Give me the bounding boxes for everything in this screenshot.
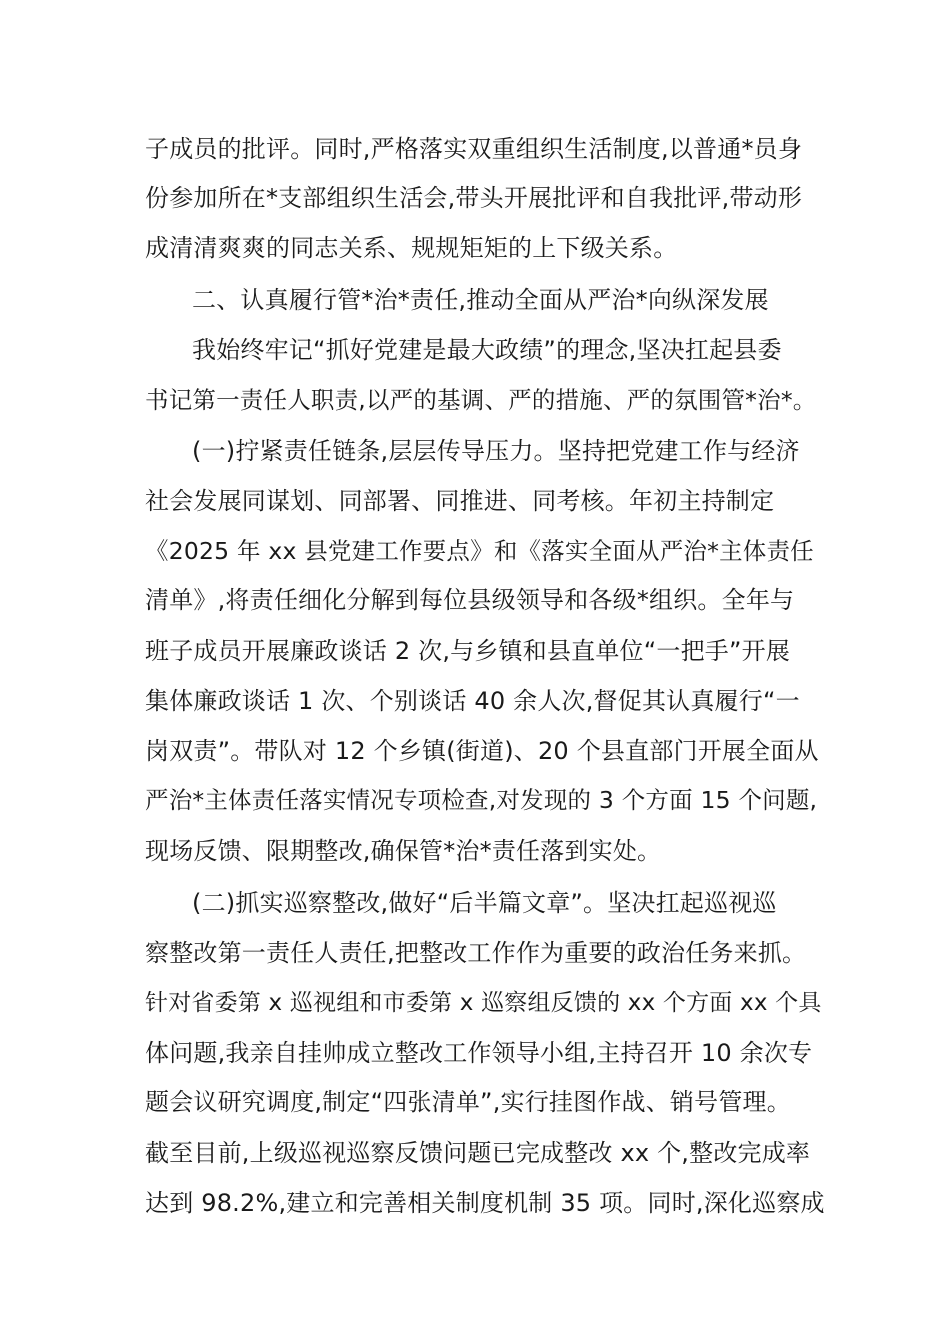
text-line: 社会发展同谋划、同部署、同推进、同考核。年初主持制定 [145,487,775,515]
text-line: 题会议研究调度,制定“四张清单”,实行挂图作战、销号管理。 [145,1088,791,1116]
text-line: 察整改第一责任人责任,把整改工作作为重要的政治任务来抓。 [145,939,807,967]
text-line: 严治*主体责任落实情况专项检查,对发现的 3 个方面 15 个问题, [145,786,818,814]
text-line: 班子成员开展廉政谈话 2 次,与乡镇和县直单位“一把手”开展 [145,637,791,665]
text-line: 清单》,将责任细化分解到每位县级领导和各级*组织。全年与 [145,586,795,614]
text-line: 子成员的批评。同时,严格落实双重组织生活制度,以普通*员身 [145,135,803,163]
text-line: 我始终牢记“抓好党建是最大政绩”的理念,坚决扛起县委 [192,336,782,364]
text-line: 截至目前,上级巡视巡察反馈问题已完成整改 xx 个,整改完成率 [145,1139,811,1167]
text-line: 针对省委第 x 巡视组和市委第 x 巡察组反馈的 xx 个方面 xx 个具 [145,990,822,1016]
text-line: (二)抓实巡察整改,做好“后半篇文章”。坚决扛起巡视巡 [192,889,777,917]
text-line: 达到 98.2%,建立和完善相关制度机制 35 项。同时,深化巡察成 [145,1189,825,1217]
text-line: 书记第一责任人职责,以严的基调、严的措施、严的氛围管*治*。 [145,386,817,414]
text-line: 《2025 年 xx 县党建工作要点》和《落实全面从严治*主体责任 [145,537,814,565]
text-line: (一)拧紧责任链条,层层传导压力。坚持把党建工作与经济 [192,437,800,465]
text-line: 集体廉政谈话 1 次、个别谈话 40 余人次,督促其认真履行“一 [145,687,800,715]
section-heading: 二、认真履行管*治*责任,推动全面从严治*向纵深发展 [192,286,769,314]
text-line: 体问题,我亲自挂帅成立整改工作领导小组,主持召开 10 余次专 [145,1039,813,1067]
text-line: 份参加所在*支部组织生活会,带头开展批评和自我批评,带动形 [145,184,803,212]
text-line: 岗双责”。带队对 12 个乡镇(街道)、20 个县直部门开展全面从 [145,737,819,765]
text-line: 现场反馈、限期整改,确保管*治*责任落到实处。 [145,837,662,865]
text-line: 成清清爽爽的同志关系、规规矩矩的上下级关系。 [145,234,678,262]
